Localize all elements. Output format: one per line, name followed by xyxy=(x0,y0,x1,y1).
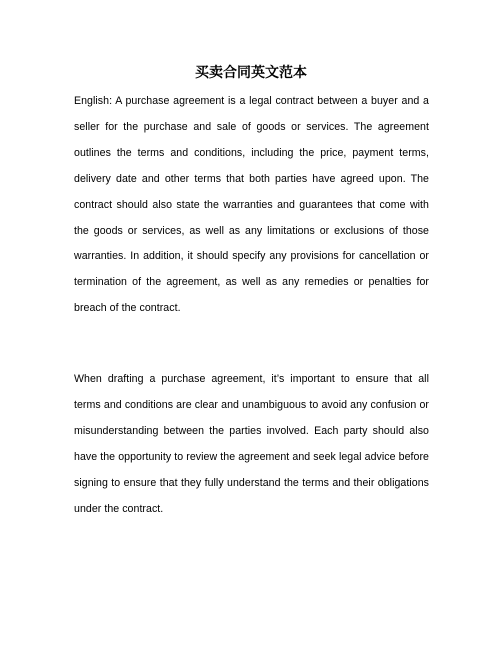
paragraph-1: English: A purchase agreement is a legal contract between a buyer and a seller for the purchase and sale of goods or services. The agreement outlines the terms and conditions, including the price, payment terms, delivery date and other terms that both parties have agreed upon. The contract should also state the warranties and guarantees that come with the goods or services, as well as any limitations or exclusions of those warranties. In addition, it should specify any provisions for cancellation or termination of the agreement, as well as any remedies or penalties for breach of the contract. xyxy=(74,95,429,315)
paragraph-2: When drafting a purchase agreement, it’s important to ensure that all terms and conditions are clear and unambiguous to avoid any confusion or misunderstanding between the parties involved. Each party should also have the opportunity to review the agreement and seek legal advice before signing to ensure that they fully understand the terms and their obligations under the contract. xyxy=(74,373,429,515)
document-title: 买卖合同英文范本 xyxy=(195,65,307,81)
